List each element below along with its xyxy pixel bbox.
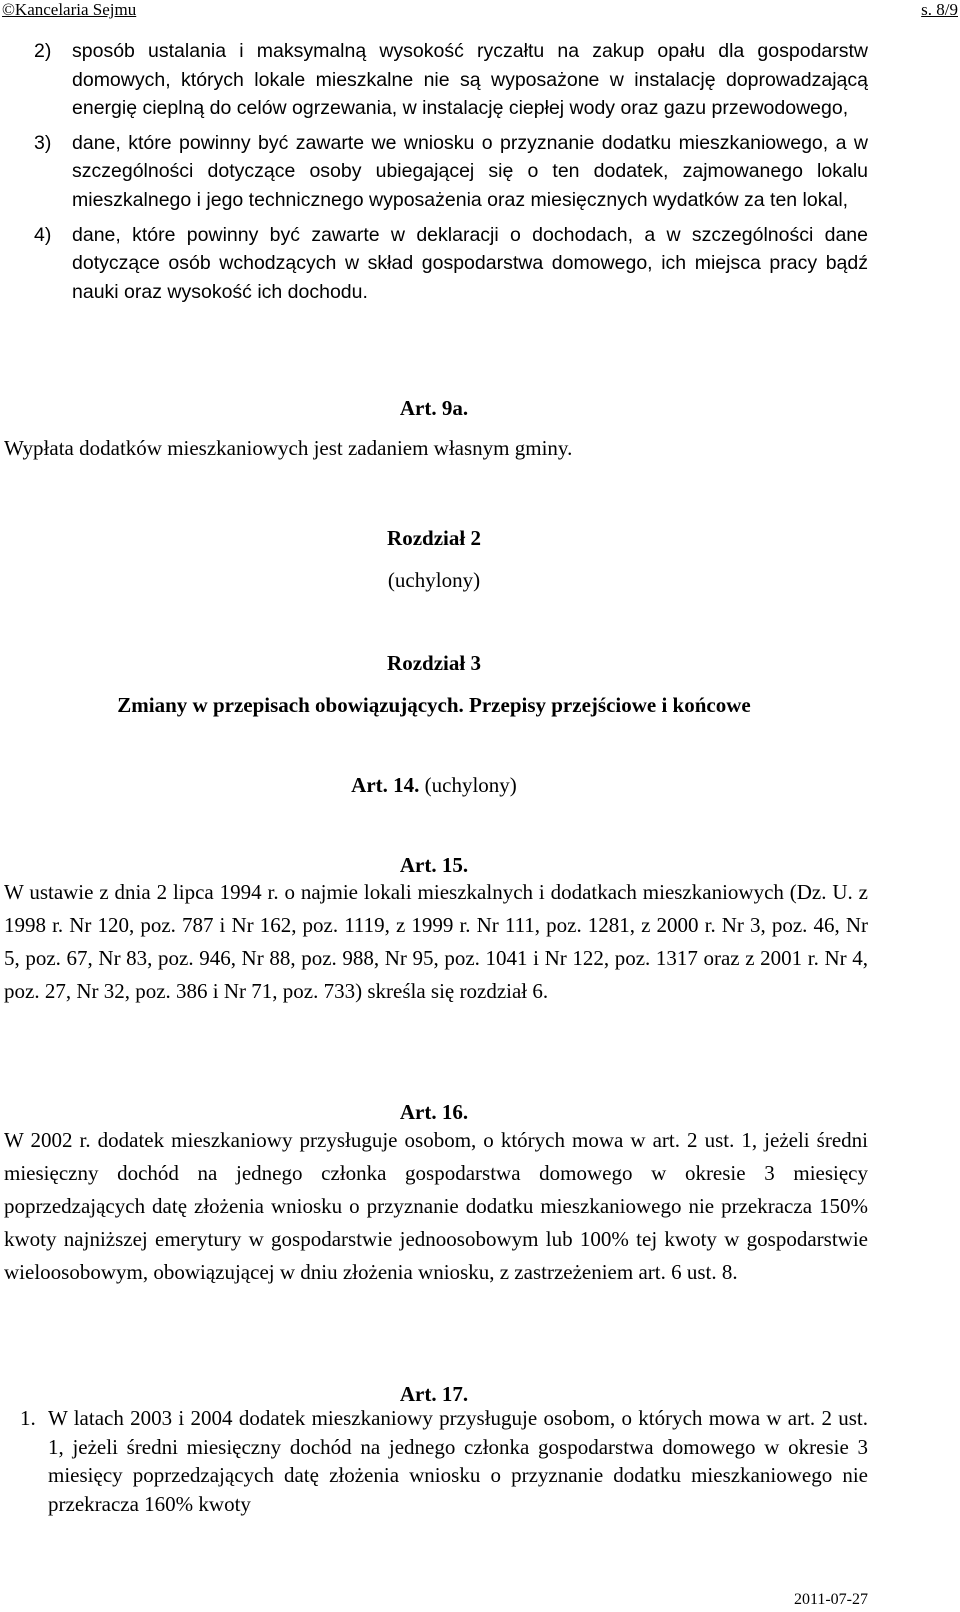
list-item <box>28 129 868 215</box>
chapter3-title: Zmiany w przepisach obowiązujących. Przepisy przejściowe i końcowe <box>117 693 751 717</box>
art15-text: W ustawie z dnia 2 lipca 1994 r. o najmie lokali mieszkalnych i dodatkach mieszkaniowych (Dz. U. z 1998 r. Nr 120, poz. 787 i Nr 162, poz. 1119, z 1999 r. Nr 111, poz. 1281, z 2000 r. Nr 3, poz. 46, Nr 5, poz. 67, Nr 83, poz. 946, Nr 88, poz. 988, Nr 95, poz. 1041 i Nr 122, poz. 1317 oraz z 2001 r. Nr 4, poz. 27, Nr 32, poz. 386 i Nr 71, poz. 733) skreśla się rozdział 6. <box>4 880 868 1003</box>
art16-text: W 2002 r. dodatek mieszkaniowy przysługuje osobom, o których mowa w art. 2 ust. 1, jeżeli średni miesięczny dochód na jednego członka gospodarstwa domowego w okresie 3 miesięcy poprzedzających datę złożenia wniosku o przyznanie dodatku mieszkaniowego nie przekracza 150% kwoty najniższej emerytury w gospodarstwie jednoosobowym lub 100% tej kwoty w gospodarstwie wieloosobowym, obowiązującej w dniu złożenia wniosku, z zastrzeżeniem art. 6 ust. 8. <box>4 1128 868 1284</box>
art16-heading: Art. 16. <box>399 1100 469 1124</box>
chapter2-heading: Rozdział 2 <box>387 526 481 550</box>
art17-list <box>20 1404 868 1518</box>
list-item-number: 4) <box>34 223 52 246</box>
chapter3-heading: Rozdział 3 <box>387 651 481 675</box>
list-item-text: sposób ustalania i maksymalną wysokość ryczałtu na zakup opału dla gospodarstw domowych, których lokale mieszkalne nie są wyposażone w instalację doprowadzającą energię cieplną do celów ogrzewania, w instalację ciepłej wody oraz gazu przewodowego, <box>72 40 868 120</box>
footer-date: 2011-07-27 <box>793 1591 868 1608</box>
list-item <box>28 37 868 123</box>
art9a-text: Wypłata dodatków mieszkaniowych jest zadaniem własnym gminy. <box>4 436 573 460</box>
art9a-heading: Art. 9a. <box>399 396 469 420</box>
chapter2-status: (uchylony) <box>387 568 481 592</box>
header-page-number: s. 8/9 <box>921 0 958 19</box>
art14-status: (uchylony) <box>419 773 517 797</box>
list-item-number: 1. <box>20 1406 36 1430</box>
regulation-list <box>28 37 868 312</box>
list-item-text: dane, które powinny być zawarte we wniosku o przyznanie dodatku mieszkaniowego, a w szczególności dotyczące osoby ubiegającej się o ten dodatek, zajmowanego lokalu mieszkalnego i jego technicznego wyposażenia oraz miesięcznych wydatków za ten lokal, <box>72 131 868 211</box>
list-item-text: W latach 2003 i 2004 dodatek mieszkaniowy przysługuje osobom, o których mowa w art. 2 ust. 1, jeżeli średni miesięczny dochód na jednego członka gospodarstwa domowego w okresie 3 miesięcy poprzedzających datę złożenia wniosku o przyznanie dodatku mieszkaniowego nie przekracza 160% kwoty <box>48 1406 868 1516</box>
art15-heading: Art. 15. <box>399 853 469 877</box>
list-item <box>28 221 868 307</box>
list-item-text: dane, które powinny być zawarte w deklaracji o dochodach, a w szczególności dane dotyczące osób wchodzących w skład gospodarstwa domowego, ich miejsca pracy bądź nauki oraz wysokość ich dochodu. <box>72 223 868 303</box>
list-item-number: 2) <box>34 40 52 62</box>
art14-heading: Art. 14. <box>351 773 420 797</box>
header-source: ©Kancelaria Sejmu <box>2 0 137 19</box>
list-item <box>20 1404 868 1518</box>
list-item-number: 3) <box>34 131 52 154</box>
art14-line <box>0 770 868 800</box>
art17-heading: Art. 17. <box>399 1382 469 1406</box>
